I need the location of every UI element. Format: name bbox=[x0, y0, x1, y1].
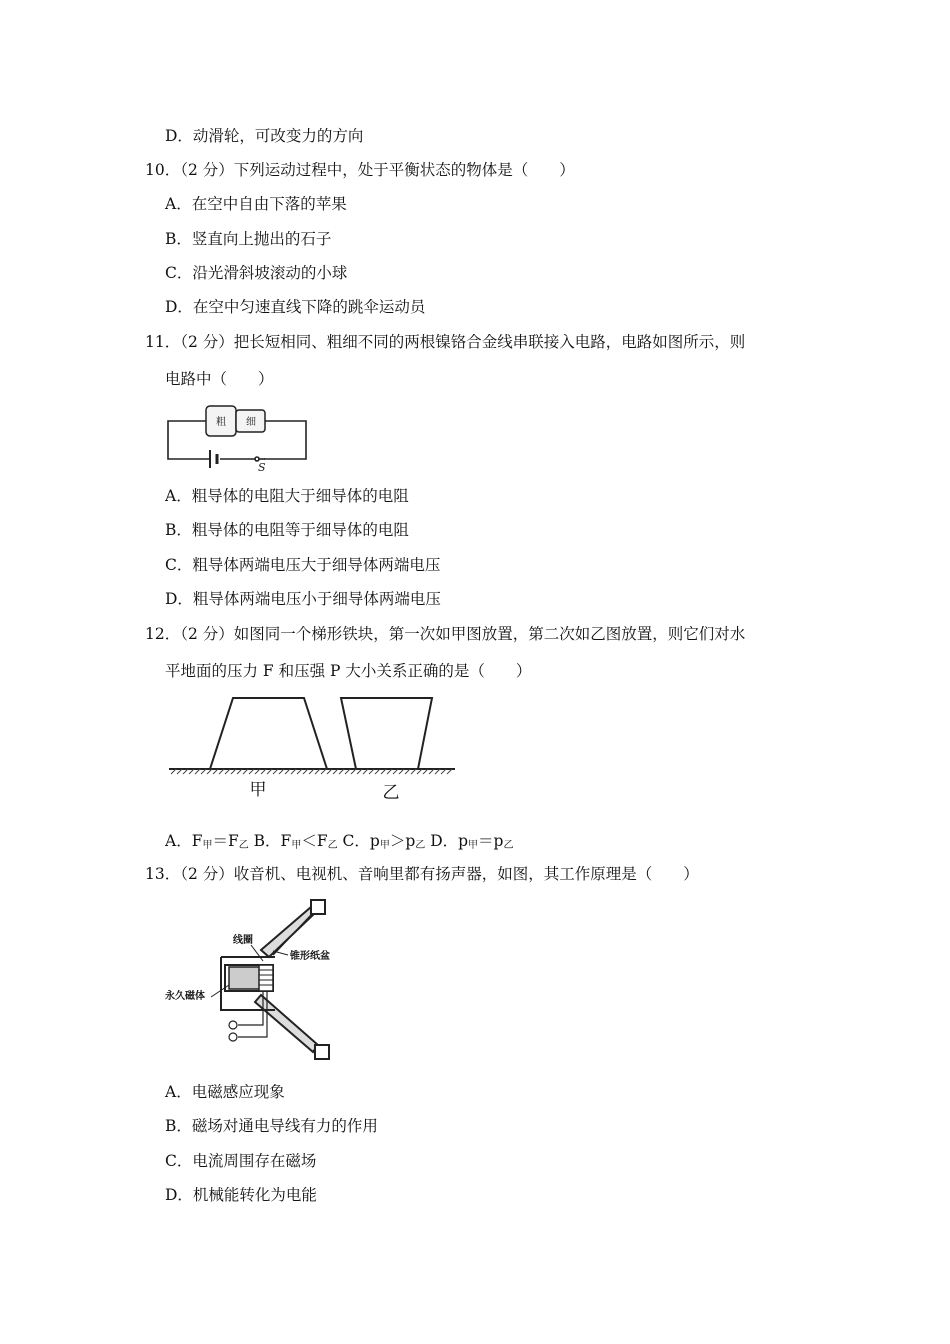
q12-trapezoid-diagram bbox=[165, 694, 460, 806]
q11-stem-line1: 11．（2 分）把长短相同、粗细不同的两根镍铬合金线串联接入电路，电路如图所示，则 bbox=[145, 333, 746, 351]
q13-option-c: C．电流周围存在磁场 bbox=[165, 1152, 317, 1170]
label-jia: 甲 bbox=[249, 780, 267, 800]
trapezoid-jia bbox=[210, 698, 327, 769]
q11-option-d: D．粗导体两端电压小于细导体两端电压 bbox=[165, 590, 441, 608]
q11-option-a: A．粗导体的电阻大于细导体的电阻 bbox=[165, 487, 409, 505]
q11-stem-line2: 电路中（ ） bbox=[165, 370, 274, 388]
label-cone: 锥形纸盆 bbox=[290, 951, 330, 962]
q12-stem-line1: 12．（2 分）如图同一个梯形铁块，第一次如甲图放置，第二次如乙图放置，则它们对水 bbox=[145, 625, 746, 643]
label-thin: 细 bbox=[246, 417, 256, 428]
q10-option-c: C．沿光滑斜坡滚动的小球 bbox=[165, 264, 348, 282]
q10-stem: 10．（2 分）下列运动过程中，处于平衡状态的物体是（ ） bbox=[145, 161, 575, 179]
q11-option-c: C．粗导体两端电压大于细导体两端电压 bbox=[165, 556, 441, 574]
q12-option-b: B．$F_甲<F_乙$ bbox=[253, 832, 338, 851]
q13-stem: 13．（2 分）收音机、电视机、音响里都有扬声器，如图，其工作原理是（ ） bbox=[145, 865, 699, 883]
q9-option-d: D．动滑轮，可改变力的方向 bbox=[165, 127, 364, 145]
q12-options-row bbox=[165, 831, 805, 853]
q10-option-a: A．在空中自由下落的苹果 bbox=[165, 195, 347, 213]
q12-option-c: C．$p_甲>p_乙$ bbox=[342, 832, 426, 851]
q13-option-a: A．电磁感应现象 bbox=[165, 1083, 285, 1101]
label-thick: 粗 bbox=[216, 417, 226, 428]
q11-circuit-diagram bbox=[160, 398, 315, 473]
q13-option-b: B．磁场对通电导线有力的作用 bbox=[165, 1117, 378, 1135]
label-coil: 线圈 bbox=[233, 935, 253, 946]
label-yi: 乙 bbox=[382, 783, 400, 803]
q10-option-d: D．在空中匀速直线下降的跳伞运动员 bbox=[165, 298, 426, 316]
q13-speaker-diagram bbox=[163, 895, 358, 1067]
label-magnet: 永久磁体 bbox=[165, 991, 205, 1002]
trapezoid-yi bbox=[341, 698, 432, 769]
label-switch: S bbox=[258, 461, 266, 473]
q12-option-d: D．$p_甲=p_乙$ bbox=[430, 832, 514, 851]
q10-option-b: B．竖直向上抛出的石子 bbox=[165, 230, 332, 248]
q12-stem-line2: 平地面的压力 F 和压强 P 大小关系正确的是（ ） bbox=[165, 662, 532, 680]
q13-option-d: D．机械能转化为电能 bbox=[165, 1186, 317, 1204]
q12-option-a: A．$F_甲=F_乙$ bbox=[165, 832, 249, 851]
q11-option-b: B．粗导体的电阻等于细导体的电阻 bbox=[165, 521, 409, 539]
